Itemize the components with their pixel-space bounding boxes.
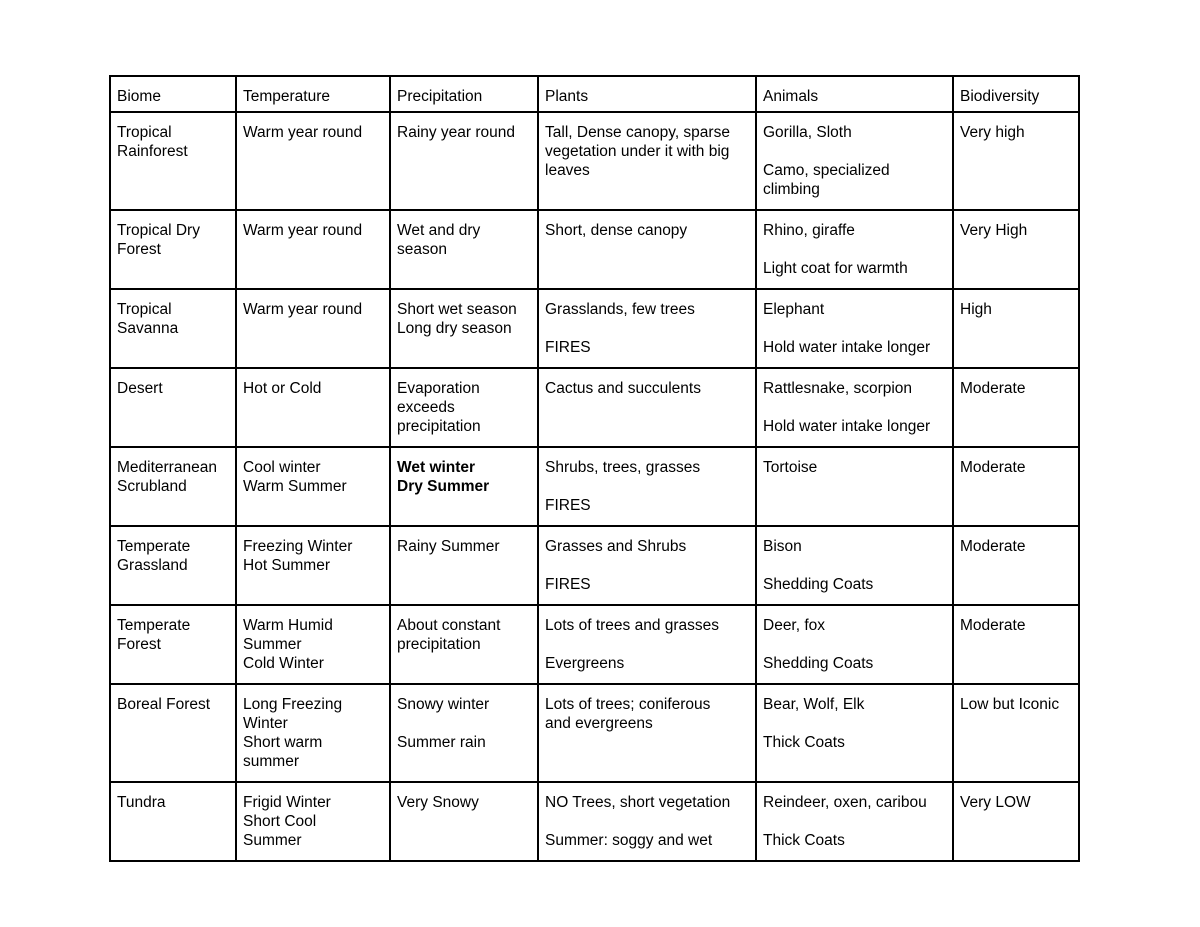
temperature-cell <box>236 782 390 861</box>
cell-text: precipitation <box>397 636 481 653</box>
cell-text: summer <box>243 753 299 770</box>
animal-adaptation: Hold water intake longer <box>763 339 931 356</box>
animals-cell <box>756 210 953 289</box>
precipitation-cell <box>390 368 538 447</box>
plants-cell <box>538 210 756 289</box>
biome-cell <box>110 526 236 605</box>
precipitation-cell <box>390 289 538 368</box>
animal-adaptation: Thick Coats <box>763 734 845 751</box>
animal-species: Elephant <box>763 301 825 318</box>
precipitation-cell <box>390 782 538 861</box>
cell-text: Hot or Cold <box>243 380 322 397</box>
cell-text: Freezing Winter <box>243 538 353 555</box>
cell-text: Long Freezing <box>243 696 343 713</box>
biome-cell <box>110 368 236 447</box>
cell-text: Tall, Dense canopy, sparse <box>545 124 730 141</box>
animal-species: Deer, fox <box>763 617 826 634</box>
animal-species: Rattlesnake, scorpion <box>763 380 913 397</box>
cell-text: NO Trees, short vegetation <box>545 794 731 811</box>
plants-cell <box>538 447 756 526</box>
cell-text: Frigid Winter <box>243 794 331 811</box>
cell-text: Boreal Forest <box>117 696 211 713</box>
header-temperature: Temperature <box>236 76 390 112</box>
biodiversity-cell: Moderate <box>953 368 1079 447</box>
biome-cell <box>110 782 236 861</box>
cell-text: Forest <box>117 241 161 258</box>
cell-text: Grasses and Shrubs <box>545 538 687 555</box>
cell-text: vegetation under it with big <box>545 143 730 160</box>
table-row <box>110 782 1079 861</box>
cell-text: Rainforest <box>117 143 188 160</box>
temperature-cell <box>236 112 390 210</box>
animals-cell <box>756 684 953 782</box>
cell-text: Snowy winter <box>397 696 490 713</box>
precipitation-note: Summer rain <box>397 734 486 751</box>
animals-cell <box>756 782 953 861</box>
temperature-cell <box>236 447 390 526</box>
cell-text: Temperate <box>117 617 191 634</box>
animal-adaptation: Hold water intake longer <box>763 418 931 435</box>
animal-species: Bison <box>763 538 802 555</box>
cell-text: About constant <box>397 617 501 634</box>
table-row <box>110 605 1079 684</box>
cell-text: Winter <box>243 715 288 732</box>
animals-cell <box>756 526 953 605</box>
cell-text: Short, dense canopy <box>545 222 688 239</box>
table-row <box>110 447 1079 526</box>
cell-text: Savanna <box>117 320 179 337</box>
table-row <box>110 368 1079 447</box>
animal-adaptation: Light coat for warmth <box>763 260 908 277</box>
animal-adaptation: Shedding Coats <box>763 655 874 672</box>
plants-cell <box>538 684 756 782</box>
cell-text: Warm year round <box>243 124 363 141</box>
plants-note: FIRES <box>545 339 591 356</box>
biome-cell <box>110 289 236 368</box>
cell-text: Scrubland <box>117 478 187 495</box>
cell-text: Evaporation <box>397 380 480 397</box>
temperature-cell <box>236 605 390 684</box>
cell-text: Cool winter <box>243 459 321 476</box>
biodiversity-cell: High <box>953 289 1079 368</box>
cell-text: Rainy year round <box>397 124 516 141</box>
animals-cell <box>756 447 953 526</box>
animals-cell <box>756 112 953 210</box>
animal-species: Bear, Wolf, Elk <box>763 696 865 713</box>
temperature-cell <box>236 526 390 605</box>
plants-note: FIRES <box>545 497 591 514</box>
cell-text: Lots of trees; coniferous <box>545 696 711 713</box>
plants-cell <box>538 605 756 684</box>
cell-text: Grassland <box>117 557 188 574</box>
cell-text: Wet and dry <box>397 222 481 239</box>
cell-text: Rainy Summer <box>397 538 500 555</box>
plants-note: Summer: soggy and wet <box>545 832 713 849</box>
cell-text: Mediterranean <box>117 459 217 476</box>
cell-text: Tropical Dry <box>117 222 200 239</box>
cell-text: Short Cool <box>243 813 317 830</box>
precipitation-cell <box>390 112 538 210</box>
biome-cell <box>110 210 236 289</box>
cell-text: Hot Summer <box>243 557 330 574</box>
header-precipitation: Precipitation <box>390 76 538 112</box>
plants-cell <box>538 782 756 861</box>
cell-text: Tropical <box>117 124 172 141</box>
biome-cell <box>110 112 236 210</box>
cell-text: Summer <box>243 636 302 653</box>
cell-text: Forest <box>117 636 161 653</box>
table-row <box>110 526 1079 605</box>
animal-species: Tortoise <box>763 459 818 476</box>
table-header-row <box>110 76 1079 112</box>
cell-text: Warm Humid <box>243 617 333 634</box>
biome-cell <box>110 605 236 684</box>
header-animals: Animals <box>756 76 953 112</box>
cell-text: Grasslands, few trees <box>545 301 695 318</box>
cell-text: Desert <box>117 380 163 397</box>
table-row <box>110 112 1079 210</box>
precipitation-cell <box>390 526 538 605</box>
cell-text: Cold Winter <box>243 655 324 672</box>
cell-text: exceeds <box>397 399 455 416</box>
cell-text: Cactus and succulents <box>545 380 701 397</box>
biodiversity-cell: Moderate <box>953 447 1079 526</box>
table-row <box>110 684 1079 782</box>
plants-note: Evergreens <box>545 655 625 672</box>
temperature-cell <box>236 684 390 782</box>
cell-text: Very Snowy <box>397 794 479 811</box>
temperature-cell <box>236 368 390 447</box>
biodiversity-cell: Very LOW <box>953 782 1079 861</box>
precipitation-cell <box>390 447 538 526</box>
plants-cell <box>538 112 756 210</box>
precipitation-cell <box>390 605 538 684</box>
plants-cell <box>538 526 756 605</box>
animal-species: Reindeer, oxen, caribou <box>763 794 927 811</box>
cell-text: Short wet season <box>397 301 517 318</box>
cell-text: Tropical <box>117 301 172 318</box>
animal-species: Rhino, giraffe <box>763 222 855 239</box>
biodiversity-cell: Moderate <box>953 605 1079 684</box>
animals-cell <box>756 368 953 447</box>
cell-text: leaves <box>545 162 590 179</box>
plants-note: FIRES <box>545 576 591 593</box>
cell-text: Short warm <box>243 734 323 751</box>
plants-cell <box>538 368 756 447</box>
cell-text: Warm year round <box>243 301 363 318</box>
animal-adaptation: Camo, specialized <box>763 162 890 179</box>
table-row <box>110 210 1079 289</box>
cell-text: Tundra <box>117 794 166 811</box>
biodiversity-cell: Very high <box>953 112 1079 210</box>
cell-text: season <box>397 241 447 258</box>
header-biodiversity: Biodiversity <box>953 76 1079 112</box>
biodiversity-cell: Very High <box>953 210 1079 289</box>
header-plants: Plants <box>538 76 756 112</box>
cell-text: Dry Summer <box>397 478 490 495</box>
biodiversity-cell: Moderate <box>953 526 1079 605</box>
biome-cell <box>110 447 236 526</box>
precipitation-cell <box>390 684 538 782</box>
cell-text: Wet winter <box>397 459 476 476</box>
cell-text: Shrubs, trees, grasses <box>545 459 701 476</box>
table-row <box>110 289 1079 368</box>
temperature-cell <box>236 210 390 289</box>
header-biome: Biome <box>110 76 236 112</box>
cell-text: Lots of trees and grasses <box>545 617 720 634</box>
plants-cell <box>538 289 756 368</box>
cell-text: and evergreens <box>545 715 653 732</box>
cell-text: Long dry season <box>397 320 512 337</box>
precipitation-cell <box>390 210 538 289</box>
temperature-cell <box>236 289 390 368</box>
cell-text: precipitation <box>397 418 481 435</box>
animals-cell <box>756 605 953 684</box>
animal-adaptation: Thick Coats <box>763 832 845 849</box>
biome-cell <box>110 684 236 782</box>
biome-table <box>109 75 1080 862</box>
animal-adaptation: Shedding Coats <box>763 576 874 593</box>
cell-text: Warm year round <box>243 222 363 239</box>
animals-cell <box>756 289 953 368</box>
cell-text: Temperate <box>117 538 191 555</box>
biodiversity-cell: Low but Iconic <box>953 684 1079 782</box>
cell-text: Summer <box>243 832 302 849</box>
cell-text: Warm Summer <box>243 478 347 495</box>
animal-adaptation: climbing <box>763 181 820 198</box>
animal-species: Gorilla, Sloth <box>763 124 852 141</box>
